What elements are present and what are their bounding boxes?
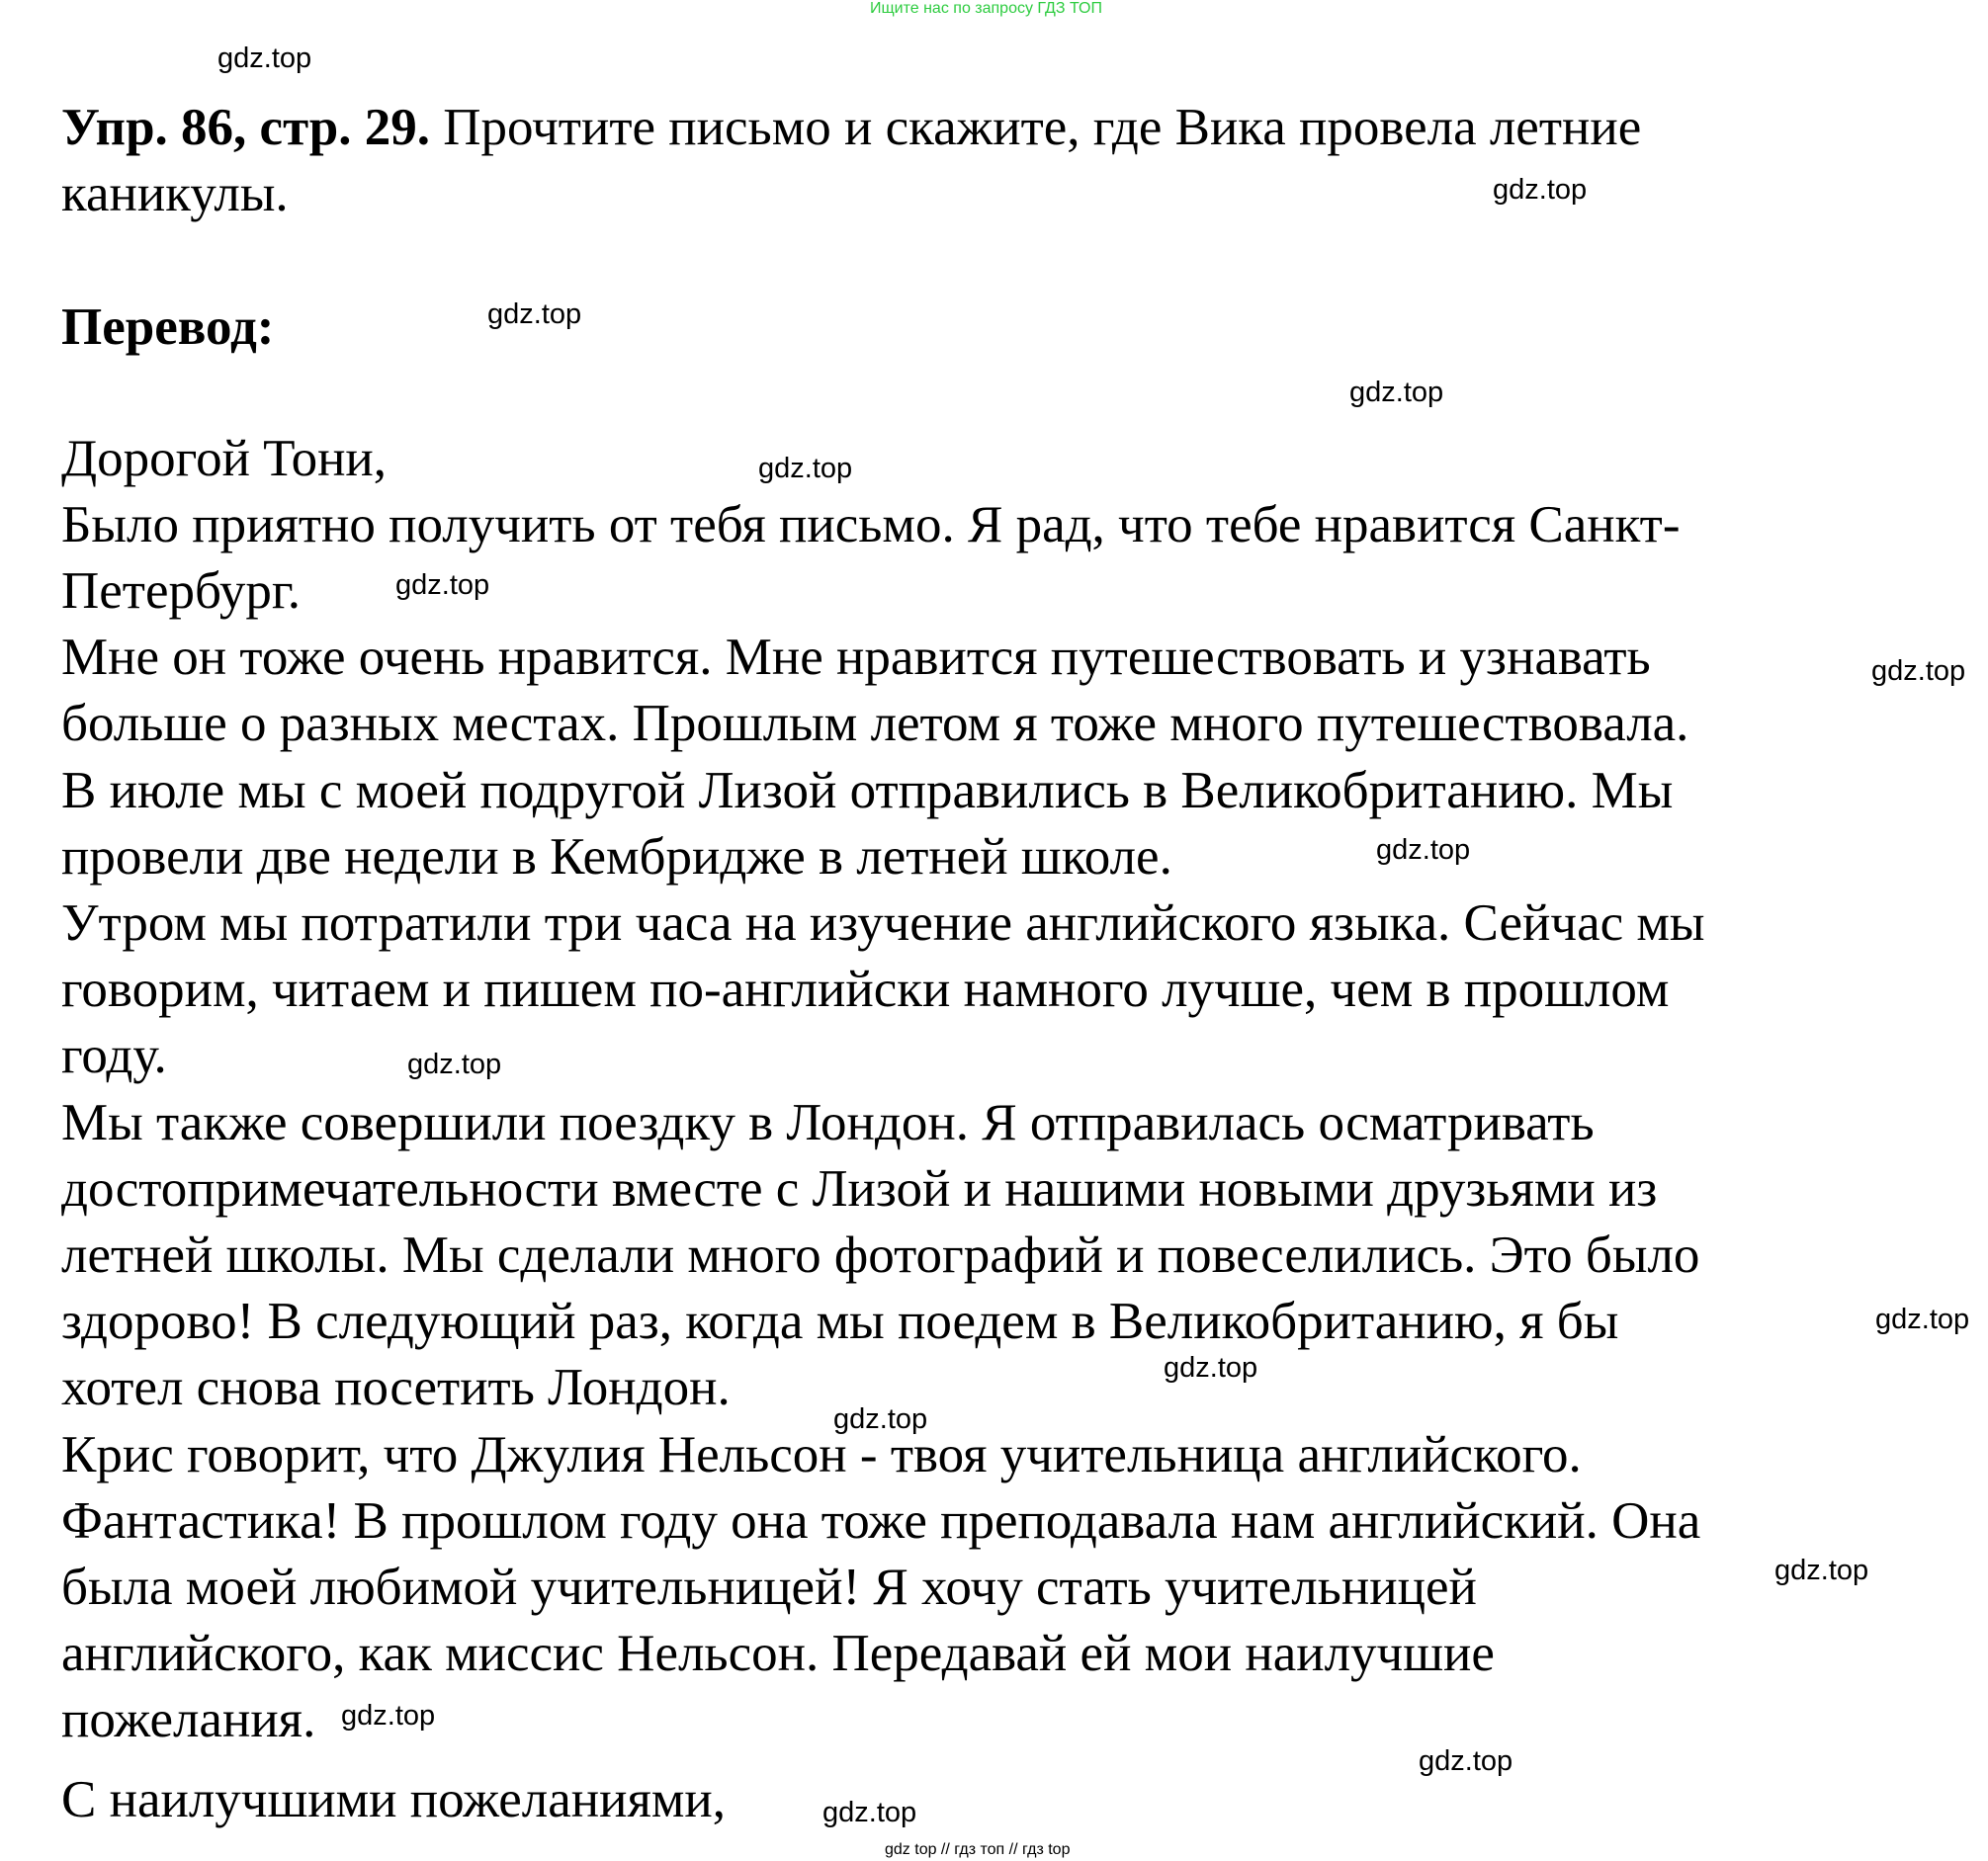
letter-line: году. [61, 1027, 167, 1084]
letter-line: говорим, читаем и пишем по-английски намного лучше, чем в прошлом [61, 961, 1670, 1018]
watermark: gdz.top [1419, 1745, 1513, 1777]
letter-line: была моей любимой учительницей! Я хочу стать учительницей [61, 1559, 1477, 1616]
footer-watermark-note: gdz top // гдз топ // гдз top [885, 1841, 1071, 1858]
letter-closing: С наилучшими пожеланиями, [61, 1771, 726, 1828]
watermark: gdz.top [833, 1403, 928, 1435]
watermark: gdz.top [1376, 834, 1471, 866]
letter-line: провели две недели в Кембридже в летней школе. [61, 828, 1172, 886]
letter-line: Было приятно получить от тебя письмо. Я рад, что тебе нравится Санкт- [61, 496, 1681, 553]
watermark: gdz.top [407, 1049, 502, 1080]
letter-line: Дорогой Тони, [61, 430, 388, 487]
search-hint-note: Ищите нас по запросу ГДЗ ТОП [870, 0, 1102, 17]
watermark: gdz.top [1871, 655, 1966, 687]
letter-line: здорово! В следующий раз, когда мы поедем в Великобританию, я бы [61, 1293, 1619, 1350]
letter-line: Утром мы потратили три часа на изучение английского языка. Сейчас мы [61, 894, 1705, 952]
letter-line: хотел снова посетить Лондон. [61, 1359, 731, 1416]
task-line [61, 99, 1642, 156]
letter-line: летней школы. Мы сделали много фотографий и повеселились. Это было [61, 1227, 1700, 1284]
watermark: gdz.top [217, 42, 312, 74]
task-prompt-continuation: каникулы. [61, 165, 289, 222]
exercise-reference: Упр. 86, стр. 29. [61, 99, 430, 156]
letter-line: Мы также совершили поездку в Лондон. Я отправилась осматривать [61, 1094, 1595, 1151]
watermark: gdz.top [395, 569, 490, 601]
watermark: gdz.top [487, 298, 582, 330]
letter-line: Фантастика! В прошлом году она тоже преподавала нам английский. Она [61, 1492, 1701, 1550]
letter-line: больше о разных местах. Прошлым летом я тоже много путешествовала. [61, 695, 1689, 752]
watermark: gdz.top [1164, 1352, 1258, 1384]
watermark: gdz.top [1493, 174, 1588, 206]
watermark: gdz.top [758, 453, 853, 484]
watermark: gdz.top [1774, 1555, 1869, 1586]
letter-line: английского, как миссис Нельсон. Передавай ей мои наилучшие [61, 1625, 1495, 1682]
letter-line: пожелания. [61, 1691, 316, 1748]
letter-line: Мне он тоже очень нравится. Мне нравится путешествовать и узнавать [61, 629, 1651, 686]
watermark: gdz.top [1875, 1304, 1970, 1335]
letter-line: Петербург. [61, 562, 301, 620]
task-prompt: Прочтите письмо и скажите, где Вика провела летние [443, 99, 1642, 156]
letter-line: Крис говорит, что Джулия Нельсон - твоя учительница английского. [61, 1426, 1582, 1483]
watermark: gdz.top [822, 1797, 917, 1828]
watermark: gdz.top [341, 1700, 436, 1732]
watermark: gdz.top [1349, 377, 1444, 408]
letter-line: В июле мы с моей подругой Лизой отправились в Великобританию. Мы [61, 762, 1674, 819]
letter-line: достопримечательности вместе с Лизой и нашими новыми друзьями из [61, 1160, 1658, 1218]
translation-heading: Перевод: [61, 298, 275, 356]
